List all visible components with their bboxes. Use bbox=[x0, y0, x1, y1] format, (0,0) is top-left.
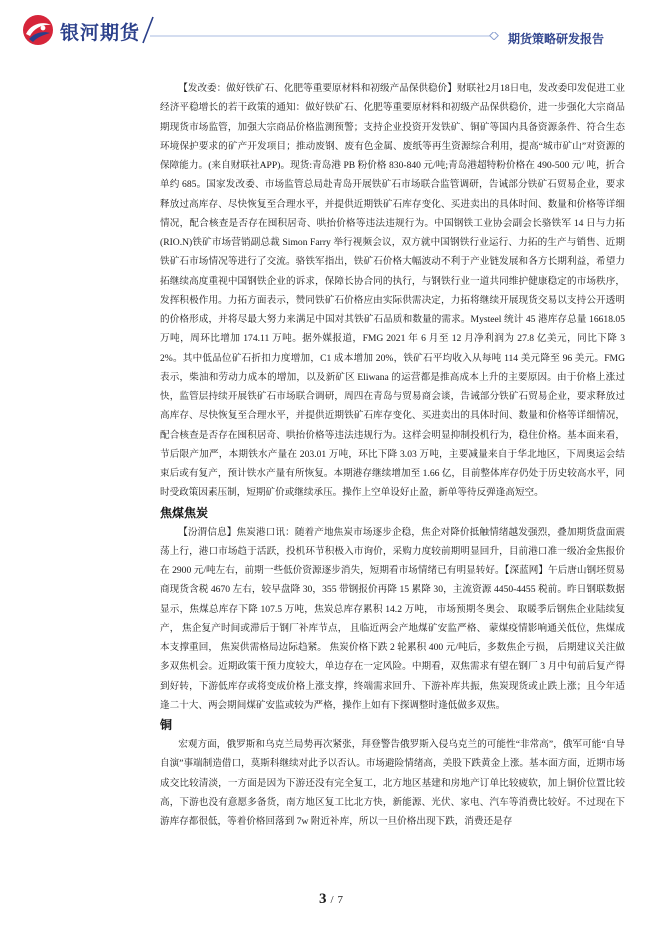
header-rule bbox=[150, 32, 500, 40]
page-footer bbox=[0, 890, 662, 908]
coal-paragraph: 【汾渭信息】焦炭港口讯：随着产地焦炭市场逐步企稳，焦企对降价抵触情绪越发强烈，叠加期货盘面震荡上行，港口市场趋于活跃，投机环节积极入市询价，采购力度较前期明显回升，目前港口准一级冶金焦报价在 2900 元/吨左右，前期一些低价资源逐步消失，短期看市场情绪已有明显转好。【深蓝网】午后唐山钢坯贸易商现货含税 4670 左右，较早盘降 30，355 带钢报价再降 15 累降 30，主流资源 4450-4455 税前。昨日钢联数据显示，焦煤总库存下降 107.5 万吨，焦炭总库存累积 14.2 万吨， 市场预期冬奥会、 取暖季后钢焦企业陆续复产， 焦企复产时间或滞后于钢厂补库节点， 且临近两会产地煤矿安监严格、 蒙煤疫情影响通关低位，焦煤成本支撑重回， 焦炭供需格局边际趋紧。 焦炭价格下跌 2 轮累积 400 元/吨后，多数焦企亏损， 后期建议关注做多双焦机会。近期政策干预力度较大，单边存在一定风险。中期看，双焦需求有望在钢厂 3 月中旬前后复产得到好转，下游低库存或将变成价格上涨支撑，终端需求回升、下游补库共振，焦炭现货或止跌上涨；且今年适逢二十大、两会期间煤矿安监或较为严格，操作上如有下探调整时逢低做多双焦。 bbox=[160, 526, 625, 711]
report-type-title: 期货策略研发报告 bbox=[508, 32, 605, 46]
page-number-separator: / bbox=[330, 894, 334, 906]
coal-section-title: 焦煤焦炭 bbox=[160, 505, 209, 520]
copper-paragraph: 宏观方面，俄罗斯和乌克兰局势再次紧张，拜登警告俄罗斯入侵乌克兰的可能性“非常高”，俄军可能“自导自演”事端制造借口，莫斯科继续对此予以否认。市场避险情绪高，美股下跌黄金上涨。基本面方面，近期市场成交比较清淡，一方面是因为下游还没有完全复工，北方地区基建和房地产订单比较疲软，加上铜价位置比较高，下游也没有意愿多备货，南方地区复工比北方快，新能源、光伏、家电、汽车等消费比较好。不过现在下游库存都很低，等着价格回落到 7w 附近补库，所以一旦价格出现下跌，消费还是存 bbox=[160, 739, 625, 827]
galaxy-logo-icon bbox=[22, 14, 54, 46]
iron-ore-paragraph: 【发改委：做好铁矿石、化肥等重要原材料和初级产品保供稳价】财联社2月18日电，发改委印发促进工业经济平稳增长的若干政策的通知：做好铁矿石、化肥等重要原材料和初级产品保供稳价，进一步强化大宗商品期现货市场监管，加强大宗商品价格监测预警；支持企业投资开发铁矿、铜矿等国内具备资源条件、符合生态环境保护要求的矿产开发项目；推动废钢、废有色金属、废纸等再生资源综合利用，提高“城市矿山”对资源的保障能力。(来自财联社APP)。现货:青岛港 PB 粉价格 830-840 元/吨;青岛港超特粉价格在 490-500 元/ 吨，折合单约 685。国家发改委、市场监管总局赴青岛开展铁矿石市场联合监管调研，告诫部分铁矿石贸易企业，要求释放过高库存、尽快恢复至合理水平，并提供近期铁矿石库存变化、买进卖出的具体时间、数量和价格等详细情况，配合核查是否存在囤积居奇、哄抬价格等违法违规行为。中国钢铁工业协会副会长骆铁军 14 日与力拓(RIO.N)铁矿市场营销副总裁 Simon Farry 举行视频会议，双方就中国钢铁行业运行、力拓的生产与销售、近期铁矿石市场情况等进行了交流。骆铁军指出，铁矿石价格大幅波动不利于产业链发展和各方长期利益，希望力拓继续高度重视中国钢铁企业的诉求，保障长协合同的执行，与钢铁行业一道共同维护健康稳定的市场秩序，发挥积极作用。力拓方面表示，赞同铁矿石价格应由实际供需决定，力拓将继续开展现货交易以支持公开透明的价格形成，并将尽最大努力来满足中国对其铁矿石品质和数量的需求。Mysteel 统计 45 港库存总量 16618.05 万吨，周环比增加 174.11 万吨。据外媒报道，FMG 2021 年 6 月至 12 月净利润为 27.8 亿美元，同比下降 32%。其中低品位矿石折扣力度增加，C1 成本增加 20%，铁矿石平均收入从每吨 114 美元降至 96 美元。FMG 表示，柴油和劳动力成本的增加，以及新矿区 Eliwana 的运营都是推高成本上升的主要原因。由于价格上涨过快，监管层持续开展铁矿石市场联合调研，周四在青岛与贸易商会谈，告诫部分铁矿石贸易企业，要求释放过高库存、尽快恢复至合理水平，并提供近期铁矿石库存变化、买进卖出的具体时间、数量和价格等详细情况，配合核查是否存在囤积居奇、哄抬价格等违法违规行为。这样会明显抑制投机行为，稳住价格。基本面来看，节后限产加严，本期铁水产量在 203.01 万吨，环比下降 3.03 万吨，主要减量来自于华北地区，下周奥运会结束后或有复产，预计铁水产量有所恢复。本期港存继续增加至 1.66 亿，目前整体库存仍处于历史较高水平，同时受政策因素压制，短期矿价或继续承压。操作上空单设好止盈，新单等待反弹逢高短空。 bbox=[160, 83, 625, 499]
company-name: 银河期货 bbox=[60, 22, 141, 44]
page-number-current: 3 bbox=[318, 891, 327, 907]
slash-divider bbox=[141, 15, 155, 45]
page-number-total: 7 bbox=[337, 894, 344, 906]
copper-section-title: 铜 bbox=[160, 718, 173, 732]
page-header bbox=[0, 0, 662, 62]
report-body bbox=[160, 79, 625, 831]
